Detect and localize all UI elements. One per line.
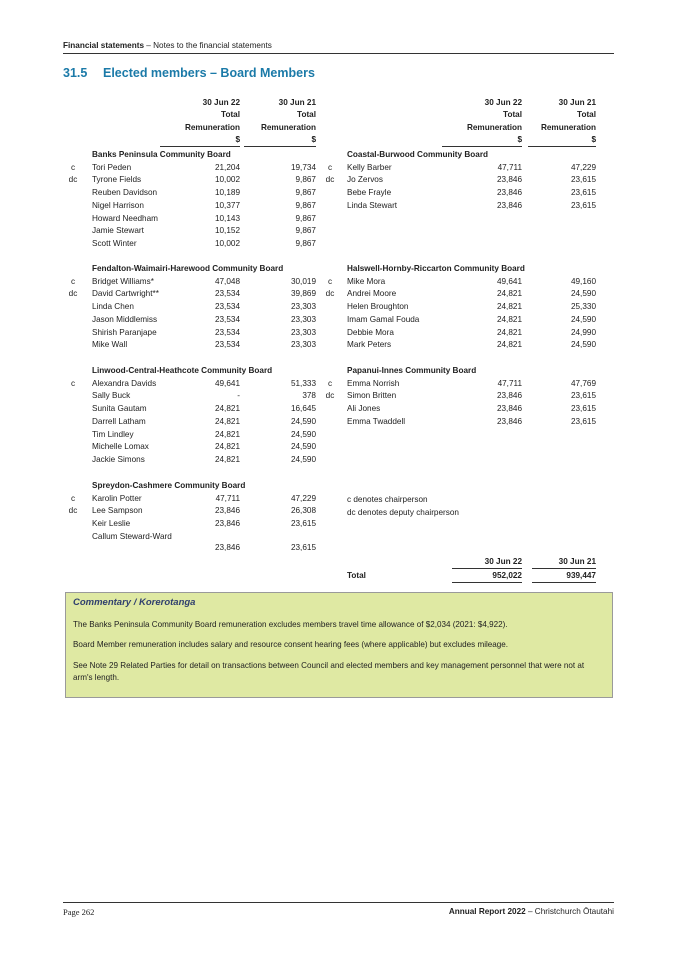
member-row [0,505,675,518]
member-name: Jason Middlemiss [92,314,158,324]
member-row [0,416,675,429]
role-mark: c [70,276,76,286]
footer-rule [63,902,614,903]
total-header-2021: 30 Jun 21 [558,557,596,566]
role-mark: dc [68,175,78,185]
remuneration-2021: 26,308 [290,506,316,516]
remuneration-2022: 47,711 [215,493,240,503]
remuneration-2022: 24,821 [214,442,240,452]
header-line: Total [503,110,522,120]
member-name: Linda Stewart [347,200,398,210]
member-name: Tyrone Fields [92,175,142,185]
header-line: Total [577,110,596,120]
right-col-header-2022 [442,97,522,147]
member-row [0,518,675,531]
member-name: Karolin Potter [92,493,142,503]
remuneration-2022: 23,534 [214,289,240,299]
member-row [0,187,675,200]
remuneration-2022: 24,821 [214,455,240,465]
member-name: Callum Steward-Ward [92,531,172,541]
remuneration-2022: 24,821 [214,416,240,426]
member-row [0,403,675,416]
board-title: Linwood-Central-Heathcote Community Board [92,366,273,375]
member-name: David Cartwright** [92,289,159,299]
member-name: Mike Wall [92,340,128,350]
member-name: Scott Winter [92,239,137,249]
role-mark: c [327,276,333,286]
remuneration-2021: 23,615 [570,416,596,426]
member-row [0,162,675,175]
member-row [0,454,675,467]
header-line: Remuneration [540,122,596,132]
board-title: Coastal-Burwood Community Board [347,150,489,159]
remuneration-2021: 47,229 [570,162,596,172]
member-row [0,327,675,340]
remuneration-2021: 19,734 [290,162,316,172]
remuneration-2021: 24,590 [570,314,596,324]
remuneration-2021: 51,333 [290,378,316,388]
header-line: Total [297,110,316,120]
member-name: Bebe Frayle [347,188,392,198]
header-line: $ [528,134,596,147]
board-group [0,365,675,429]
remuneration-2022: 10,189 [214,188,240,198]
member-name: Jamie Stewart [92,226,144,236]
report-title-bold: Annual Report 2022 [448,907,526,916]
board-group [0,480,675,554]
remuneration-2022: 24,821 [496,302,522,312]
left-col-header-2021 [244,97,316,147]
member-name: Simon Britten [347,391,397,401]
remuneration-2021: 23,303 [290,327,316,337]
total-rule [532,582,596,583]
member-name: Howard Needham [92,213,158,223]
total-rule [452,582,522,583]
member-name: Mark Peters [347,340,392,350]
running-header [63,41,272,50]
remuneration-2021: 9,867 [295,239,316,249]
member-name: Alexandra Davids [92,378,157,388]
member-name: Jackie Simons [92,455,145,465]
role-mark: dc [68,506,78,516]
legend [347,494,459,519]
section-title: Elected members – Board Members [103,66,315,80]
remuneration-2021: 24,590 [290,416,316,426]
remuneration-2021: 23,615 [570,188,596,198]
header-line: 30 Jun 22 [484,98,522,107]
remuneration-2021: 47,769 [570,378,596,388]
member-row [0,174,675,187]
remuneration-2021: 23,615 [570,404,596,414]
member-name: Reuben Davidson [92,188,158,198]
total-rule [452,568,522,569]
board-title: Fendalton-Waimairi-Harewood Community Board [92,264,284,273]
remuneration-2022: 10,002 [214,175,240,185]
member-row [0,390,675,403]
member-name: Mike Mora [347,276,386,286]
remuneration-2022: 49,641 [496,276,522,286]
board-title: Banks Peninsula Community Board [92,150,231,159]
remuneration-2021: 23,303 [290,302,316,312]
member-name: Bridget Williams* [92,276,154,286]
header-line: Total [221,110,240,120]
remuneration-2022: 10,152 [214,226,240,236]
remuneration-2021: 9,867 [295,226,316,236]
member-name: Debbie Mora [347,327,394,337]
board-group [0,149,675,213]
member-row [0,200,675,213]
legend-deputy-chairperson: dc denotes deputy chairperson [347,507,459,517]
member-name: Linda Chen [92,302,134,312]
header-line: 30 Jun 22 [202,98,240,107]
header-rule [63,53,614,54]
board-title: Halswell-Hornby-Riccarton Community Board [347,264,525,273]
member-row [0,493,675,506]
member-row [0,314,675,327]
remuneration-2022: 23,846 [214,542,240,552]
remuneration-2022: 23,846 [496,188,522,198]
legend-chairperson: c denotes chairperson [347,495,428,504]
remuneration-2021: 24,590 [290,442,316,452]
role-mark: c [70,162,76,172]
commentary-box [65,592,613,698]
remuneration-2022: 23,534 [214,327,240,337]
remuneration-2022: 23,846 [496,175,522,185]
remuneration-2021: 23,615 [570,175,596,185]
remuneration-2021: 16,645 [290,404,316,414]
member-name: Helen Broughton [347,302,409,312]
total-value-2021: 939,447 [566,571,596,580]
remuneration-2021: 9,867 [295,188,316,198]
remuneration-2021: 24,990 [570,327,596,337]
member-name: Lee Sampson [92,506,143,516]
remuneration-2021: 9,867 [295,175,316,185]
report-title-rest: – Christchurch Ōtautahi [525,907,614,916]
role-mark: dc [325,289,335,299]
header-line: Remuneration [260,122,316,132]
total-header-2022: 30 Jun 22 [484,557,522,566]
role-mark: dc [325,175,335,185]
header-line: Remuneration [466,122,522,132]
commentary-paragraph: Board Member remuneration includes salary and resource consent hearing fees (where applicable) but excludes mileage. [73,640,509,649]
member-row [0,276,675,289]
remuneration-2022: 10,377 [214,200,240,210]
role-mark: c [70,493,76,503]
header-bold: Financial statements [63,41,144,50]
remuneration-2022: 23,534 [214,302,240,312]
commentary-paragraph: The Banks Peninsula Community Board remuneration excludes members travel time allowance of $2,034 (2021: $4,922). [73,620,508,629]
right-col-header-2021 [528,97,596,147]
remuneration-2022: 47,711 [497,378,522,388]
remuneration-2022: 23,846 [496,404,522,414]
remuneration-2021: 23,615 [290,519,316,529]
member-name: Jo Zervos [347,175,383,185]
member-name: Tori Peden [92,162,132,172]
remuneration-2021: 24,590 [290,429,316,439]
member-row [0,213,675,226]
total-value-2022: 952,022 [492,571,522,580]
header-rest: – Notes to the financial statements [144,41,272,50]
header-line: 30 Jun 21 [558,98,596,107]
remuneration-2021: 23,303 [290,340,316,350]
member-name: Ali Jones [347,404,381,414]
member-name: Shirish Paranjape [92,327,157,337]
remuneration-2021: 23,615 [570,391,596,401]
member-row [0,238,675,251]
role-mark: dc [325,391,335,401]
remuneration-2022: - [237,391,240,401]
remuneration-2022: 24,821 [496,314,522,324]
remuneration-2021: 39,869 [290,289,316,299]
left-col-header-2022 [160,97,240,147]
remuneration-2022: 24,821 [496,327,522,337]
remuneration-2022: 10,002 [214,239,240,249]
remuneration-2021: 23,303 [290,314,316,324]
remuneration-2021: 9,867 [295,213,316,223]
member-name: Tim Lindley [92,429,134,439]
board-title: Spreydon-Cashmere Community Board [92,481,246,490]
member-name: Nigel Harrison [92,200,144,210]
remuneration-2022: 24,821 [496,289,522,299]
remuneration-2022: 23,846 [214,506,240,516]
board-group [0,263,675,352]
remuneration-2021: 378 [302,391,316,401]
remuneration-2022: 24,821 [214,429,240,439]
member-row [0,378,675,391]
header-line: 30 Jun 21 [278,98,316,107]
report-title [449,907,614,916]
section-heading [63,66,315,80]
member-row [0,225,675,238]
section-number: 31.5 [63,66,88,80]
header-line: $ [244,134,316,147]
member-row [0,288,675,301]
commentary-paragraph: See Note 29 Related Parties for detail on transactions between Council and elected members and key management personnel that were not at arm's length. [73,661,585,682]
member-row [0,531,675,554]
remuneration-2022: 23,846 [496,416,522,426]
commentary-title: Commentary / Korerotanga [73,597,196,608]
member-name: Darrell Latham [92,416,146,426]
remuneration-2022: 23,534 [214,314,240,324]
member-name: Imam Gamal Fouda [347,314,420,324]
remuneration-2022: 23,534 [214,340,240,350]
board-title: Papanui-Innes Community Board [347,366,477,375]
remuneration-2021: 9,867 [295,200,316,210]
role-mark: c [327,378,333,388]
page-number: Page 262 [63,907,95,917]
remuneration-2021: 24,590 [290,455,316,465]
remuneration-2021: 25,330 [570,302,596,312]
member-name: Sunita Gautam [92,404,147,414]
remuneration-2022: 49,641 [214,378,240,388]
member-row [0,441,675,454]
remuneration-2022: 10,143 [214,213,240,223]
role-mark: dc [68,289,78,299]
member-name: Michelle Lomax [92,442,149,452]
remuneration-2021: 24,590 [570,289,596,299]
remuneration-2022: 24,821 [496,340,522,350]
remuneration-2022: 21,204 [214,162,240,172]
remuneration-2022: 47,048 [214,276,240,286]
remuneration-2021: 49,160 [570,276,596,286]
member-row [0,339,675,352]
header-line: $ [442,134,522,147]
remuneration-2021: 24,590 [570,340,596,350]
remuneration-2021: 23,615 [570,200,596,210]
total-label: Total [347,571,366,580]
header-line: Remuneration [184,122,240,132]
member-row [0,429,675,442]
remuneration-2022: 23,846 [214,519,240,529]
member-row [0,301,675,314]
remuneration-2021: 30,019 [290,276,316,286]
remuneration-2022: 24,821 [214,404,240,414]
remuneration-2022: 23,846 [496,200,522,210]
member-name: Kelly Barber [347,162,392,172]
member-name: Emma Twaddell [347,416,406,426]
role-mark: c [327,162,333,172]
total-rule [532,568,596,569]
remuneration-2021: 23,615 [290,542,316,552]
remuneration-2022: 23,846 [496,391,522,401]
remuneration-2022: 47,711 [497,162,522,172]
header-line: $ [160,134,240,147]
remuneration-2021: 47,229 [290,493,316,503]
member-name: Sally Buck [92,391,131,401]
member-name: Keir Leslie [92,519,131,529]
member-name: Emma Norrish [347,378,400,388]
role-mark: c [70,378,76,388]
member-name: Andrei Moore [347,289,397,299]
